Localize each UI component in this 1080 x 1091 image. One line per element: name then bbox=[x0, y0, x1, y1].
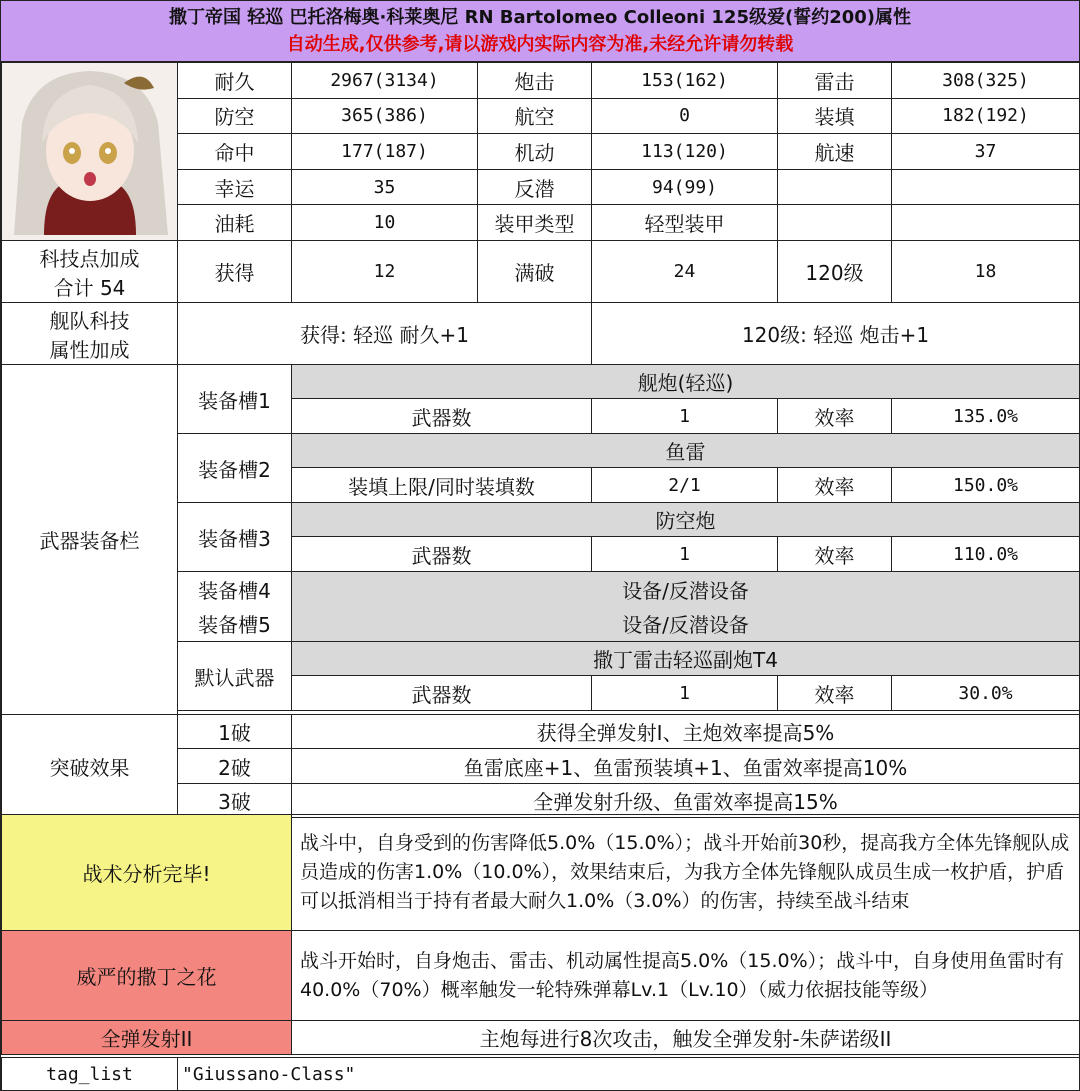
stat-label: 雷击 bbox=[778, 63, 892, 99]
limit-break-tier: 2破 bbox=[178, 749, 292, 784]
tech-limit-value: 24 bbox=[592, 241, 778, 303]
tech-points-label bbox=[2, 241, 178, 303]
limit-break-tier: 3破 bbox=[178, 784, 292, 818]
stat-value bbox=[892, 169, 1080, 205]
slot2-type: 鱼雷 bbox=[292, 434, 1080, 468]
stat-value: 10 bbox=[292, 205, 478, 241]
slot3-count-label: 武器数 bbox=[292, 537, 592, 572]
stat-label: 装甲类型 bbox=[478, 205, 592, 241]
default-weapon-type: 撒丁雷击轻巡副炮T4 bbox=[292, 642, 1080, 676]
limit-break-label: 突破效果 bbox=[2, 715, 178, 818]
stats-table bbox=[1, 62, 1080, 818]
title-banner bbox=[1, 1, 1079, 62]
limit-break-effect: 获得全弹发射I、主炮效率提高5% bbox=[292, 715, 1080, 749]
default-count-label: 武器数 bbox=[292, 676, 592, 711]
tech-points-total: 合计 54 bbox=[53, 275, 126, 300]
portrait-illustration-icon bbox=[4, 63, 176, 235]
default-count: 1 bbox=[592, 676, 778, 711]
slot1-count: 1 bbox=[592, 399, 778, 434]
stat-value: 182(192) bbox=[892, 98, 1080, 134]
skill-name: 全弹发射II bbox=[2, 1021, 292, 1055]
tech-limit-label: 满破 bbox=[478, 241, 592, 303]
stat-label: 耐久 bbox=[178, 63, 292, 99]
slot3-type: 防空炮 bbox=[292, 503, 1080, 537]
slot2-label: 装备槽2 bbox=[178, 434, 292, 503]
slot2-eff-label: 效率 bbox=[778, 468, 892, 503]
tech-obtain-label: 获得 bbox=[178, 241, 292, 303]
skill-description: 主炮每进行8次攻击，触发全弹发射-朱萨诺级II bbox=[292, 1021, 1080, 1055]
slot1-type: 舰炮(轻巡) bbox=[292, 365, 1080, 399]
default-eff-label: 效率 bbox=[778, 676, 892, 711]
limit-break-effect: 全弹发射升级、鱼雷效率提高15% bbox=[292, 784, 1080, 818]
tech-points-title: 科技点加成 bbox=[39, 246, 140, 271]
stat-value: 35 bbox=[292, 169, 478, 205]
default-weapon-label: 默认武器 bbox=[178, 642, 292, 711]
fleet-tech-title: 舰队科技 bbox=[49, 308, 130, 333]
disclaimer-text: 自动生成,仅供参考,请以游戏内实际内容为准,未经允许请勿转载 bbox=[286, 34, 794, 55]
tag-list-value: "Giussano-Class" bbox=[178, 1058, 1080, 1091]
fleet-tech-obtain: 获得: 轻巡 耐久+1 bbox=[178, 303, 592, 365]
stat-value: 0 bbox=[592, 98, 778, 134]
stat-value: 308(325) bbox=[892, 63, 1080, 99]
slot4-label: 装备槽4 bbox=[178, 572, 292, 607]
stat-label bbox=[778, 169, 892, 205]
stat-label: 航速 bbox=[778, 134, 892, 170]
slot3-label: 装备槽3 bbox=[178, 503, 292, 572]
slot5-label: 装备槽5 bbox=[178, 607, 292, 642]
fleet-tech-label bbox=[2, 303, 178, 365]
slot2-count-label: 装填上限/同时装填数 bbox=[292, 468, 592, 503]
fleet-tech-subtitle: 属性加成 bbox=[49, 337, 130, 362]
skill-name: 战术分析完毕! bbox=[2, 815, 292, 931]
stat-value: 153(162) bbox=[592, 63, 778, 99]
stat-label: 机动 bbox=[478, 134, 592, 170]
slot1-eff: 135.0% bbox=[892, 399, 1080, 434]
slot5-type: 设备/反潜设备 bbox=[292, 607, 1080, 642]
ship-portrait bbox=[2, 63, 178, 241]
stat-label: 航空 bbox=[478, 98, 592, 134]
stat-value: 177(187) bbox=[292, 134, 478, 170]
slot1-label: 装备槽1 bbox=[178, 365, 292, 434]
stat-value bbox=[892, 205, 1080, 241]
slot3-count: 1 bbox=[592, 537, 778, 572]
tag-list-label: tag_list bbox=[2, 1058, 178, 1091]
stat-value: 2967(3134) bbox=[292, 63, 478, 99]
default-eff: 30.0% bbox=[892, 676, 1080, 711]
skill-description: 战斗开始时，自身炮击、雷击、机动属性提高5.0%（15.0%）；战斗中，自身使用鱼雷时有40.0%（70%）概率触发一轮特殊弹幕Lv.1（Lv.10）（威力依据技能等级） bbox=[292, 931, 1080, 1021]
fleet-tech-lv120: 120级: 轻巡 炮击+1 bbox=[592, 303, 1080, 365]
stat-label: 幸运 bbox=[178, 169, 292, 205]
page-title: 撒丁帝国 轻巡 巴托洛梅奥·科莱奥尼 RN Bartolomeo Colleoni 125级爱(誓约200)属性 bbox=[168, 7, 911, 28]
limit-break-tier: 1破 bbox=[178, 715, 292, 749]
slot2-count: 2/1 bbox=[592, 468, 778, 503]
stat-value: 113(120) bbox=[592, 134, 778, 170]
tech-lv-value: 18 bbox=[892, 241, 1080, 303]
slot4-type: 设备/反潜设备 bbox=[292, 572, 1080, 607]
stat-value: 轻型装甲 bbox=[592, 205, 778, 241]
slot3-eff: 110.0% bbox=[892, 537, 1080, 572]
tech-lv-label: 120级 bbox=[778, 241, 892, 303]
stat-label bbox=[778, 205, 892, 241]
slot3-eff-label: 效率 bbox=[778, 537, 892, 572]
tag-list-table bbox=[1, 1057, 1080, 1091]
stat-value: 37 bbox=[892, 134, 1080, 170]
stat-label: 油耗 bbox=[178, 205, 292, 241]
stat-label: 炮击 bbox=[478, 63, 592, 99]
stat-label: 装填 bbox=[778, 98, 892, 134]
skill-name: 威严的撒丁之花 bbox=[2, 931, 292, 1021]
stat-label: 防空 bbox=[178, 98, 292, 134]
slot1-eff-label: 效率 bbox=[778, 399, 892, 434]
slot2-eff: 150.0% bbox=[892, 468, 1080, 503]
stat-value: 94(99) bbox=[592, 169, 778, 205]
stat-label: 命中 bbox=[178, 134, 292, 170]
stat-value: 365(386) bbox=[292, 98, 478, 134]
tech-obtain-value: 12 bbox=[292, 241, 478, 303]
limit-break-effect: 鱼雷底座+1、鱼雷预装填+1、鱼雷效率提高10% bbox=[292, 749, 1080, 784]
skills-table bbox=[1, 814, 1080, 1055]
slot1-count-label: 武器数 bbox=[292, 399, 592, 434]
equipment-section-label: 武器装备栏 bbox=[2, 365, 178, 715]
stat-label: 反潜 bbox=[478, 169, 592, 205]
skill-description: 战斗中，自身受到的伤害降低5.0%（15.0%）；战斗开始前30秒，提高我方全体先锋舰队成员造成的伤害1.0%（10.0%），效果结束后，为我方全体先锋舰队成员生成一枚护盾，护盾可以抵消相当于持有者最大耐久1.0%（3.0%）的伤害，持续至战斗结束 bbox=[292, 815, 1080, 931]
